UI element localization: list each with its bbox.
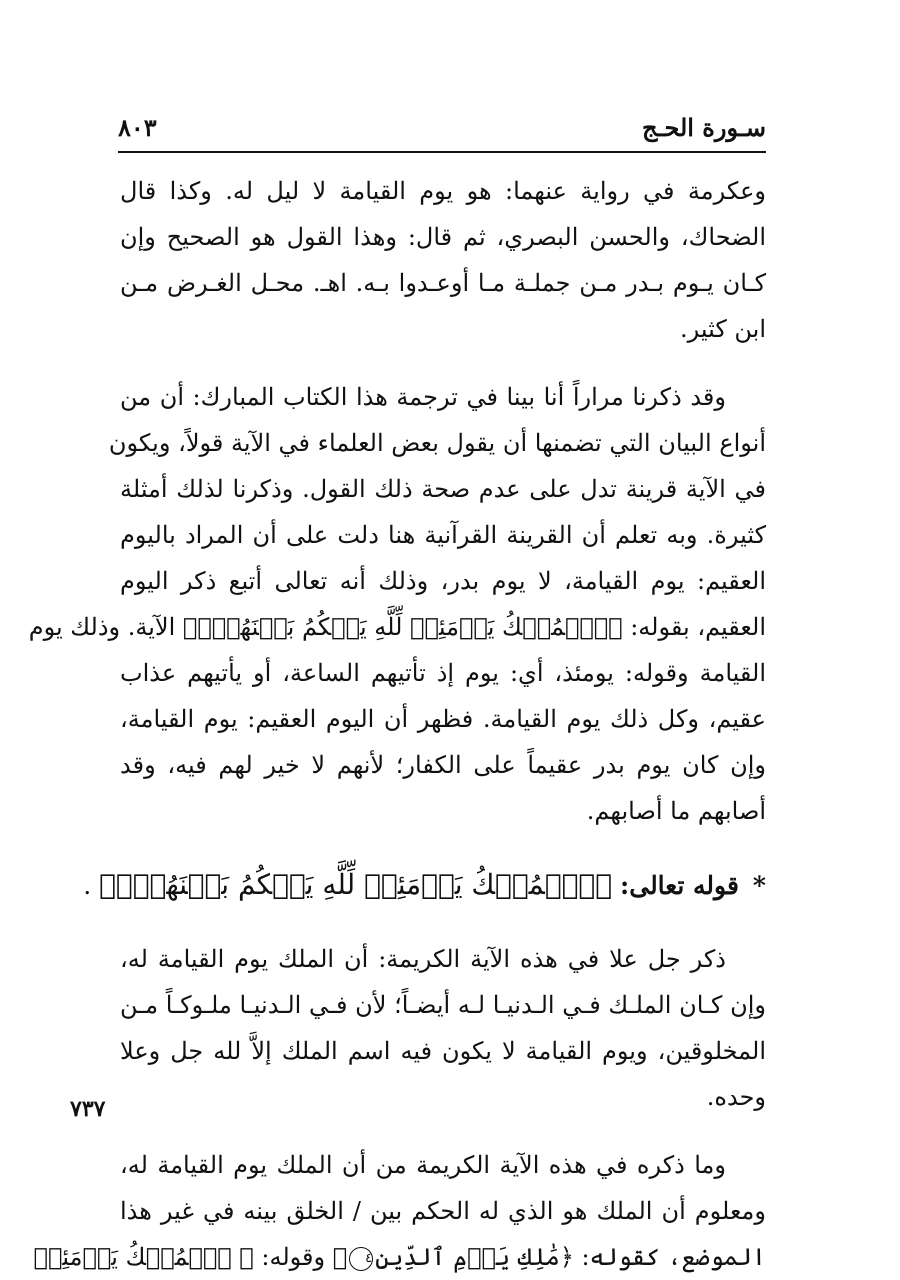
text-line: وعكرمة في رواية عنهما: هو يوم القيامة لا ليل له. وكذا قال (120, 177, 766, 205)
text-line: كثيرة. وبه تعلم أن القرينة القرآنية هنا دلت على أن المراد باليوم (120, 521, 766, 549)
paragraph-gap (120, 1120, 766, 1142)
ayah-number-marker: ٤ (349, 1247, 373, 1271)
text-line: كـان يـوم بـدر مـن جملـة مـا أوعـدوا بـه. اهـ. محـل الغـرض مـن (120, 269, 766, 297)
text-line: أصابهم ما أصابهم. (586, 797, 766, 825)
paragraph-2 (28, 374, 766, 834)
heading-lead: قوله تعالى: (620, 871, 739, 900)
text-line: وإن كان يوم بدر عقيماً على الكفار؛ لأنهم لا خير لهم فيه، وقد (120, 751, 766, 779)
text-line: وقد ذكرنا مراراً أنا بينا في ترجمة هذا الكتاب المبارك: أن من (120, 383, 726, 411)
line-text: الآية. وذلك يوم (28, 613, 176, 641)
line-text: الموضع، كقوله: (581, 1243, 766, 1271)
paragraph-gap (120, 914, 766, 936)
text-line: الضحاك، والحسن البصري، ثم قال: وهذا القول هو الصحيح وإن (120, 223, 766, 251)
heading-tail: . (83, 871, 92, 900)
paragraph-1 (120, 168, 766, 352)
margin-page-number: ٧٣٧ (70, 1096, 106, 1122)
verse-text-line (28, 604, 766, 650)
text-line: ومعلوم أن الملك هو الذي له الحكم بين / الخلق بينه في غير هذا (120, 1197, 766, 1225)
paragraph-gap (120, 834, 766, 856)
text-line: في الآية قرينة تدل على عدم صحة ذلك القول. وذكرنا لذلك أمثلة (120, 475, 766, 503)
text-line: وما ذكره في هذه الآية الكريمة من أن الملك يوم القيامة له، (120, 1151, 726, 1179)
verse-text-line (33, 1234, 766, 1280)
heading-verse: ﴿ٱلۡمُلۡكُ يَوۡمَئِذٖ لِّلَّهِ يَحۡكُمُ بَيۡنَهُمۡۚ﴾ (99, 868, 613, 901)
verse-close-bracket: ﴾ (332, 1243, 348, 1271)
page-number: ٨٠٣ (118, 113, 157, 142)
quran-verse: ﴿مَٰلِكِ يَوۡمِ ٱلدِّينِ (375, 1243, 574, 1271)
page-header (118, 108, 766, 148)
text-line: وإن كـان الملـك فـي الـدنيـا لـه أيضـاً؛ لأن فـي الـدنيـا ملـوكـاً مـن (120, 991, 766, 1019)
text-line: ذكر جل علا في هذه الآية الكريمة: أن الملك يوم القيامة له، (120, 945, 726, 973)
text-line: القيامة وقوله: يومئذ، أي: يوم إذ تأتيهم الساعة، أو يأتيهم عذاب (120, 659, 766, 687)
paragraph-4 (33, 1142, 766, 1280)
surah-title: سـورة الحـج (641, 113, 766, 142)
star-marker: * (752, 871, 766, 900)
text-line: العقيم: يوم القيامة، لا يوم بدر، وذلك أنه تعالى أتبع ذكر اليوم (120, 567, 766, 595)
paragraph-3 (120, 936, 766, 1120)
line-text: العقيم، بقوله: (630, 613, 766, 641)
text-line: عقيم، وكل ذلك يوم القيامة. فظهر أن اليوم العقيم: يوم القيامة، (120, 705, 766, 733)
quran-verse: ﴿ ٱلۡمُلۡكُ يَوۡمَئِذٖ (33, 1243, 254, 1271)
text-line: ابن كثير. (679, 315, 766, 343)
line-text: وقوله: (261, 1243, 326, 1271)
paragraph-gap (120, 352, 766, 374)
text-line: وحده. (706, 1083, 766, 1111)
quran-verse: ﴿ٱلۡمُلۡكُ يَوۡمَئِذٖ لِّلَّهِ يَحۡكُمُ بَيۡنَهُمۡۚ﴾ (182, 613, 623, 641)
text-line: أنواع البيان التي تضمنها أن يقول بعض العلماء في الآية قولاً، ويكون (108, 429, 766, 457)
section-heading (83, 856, 766, 914)
text-line: المخلوقين، ويوم القيامة لا يكون فيه اسم الملك إلاَّ لله جل وعلا (120, 1037, 766, 1065)
header-rule (118, 151, 766, 153)
